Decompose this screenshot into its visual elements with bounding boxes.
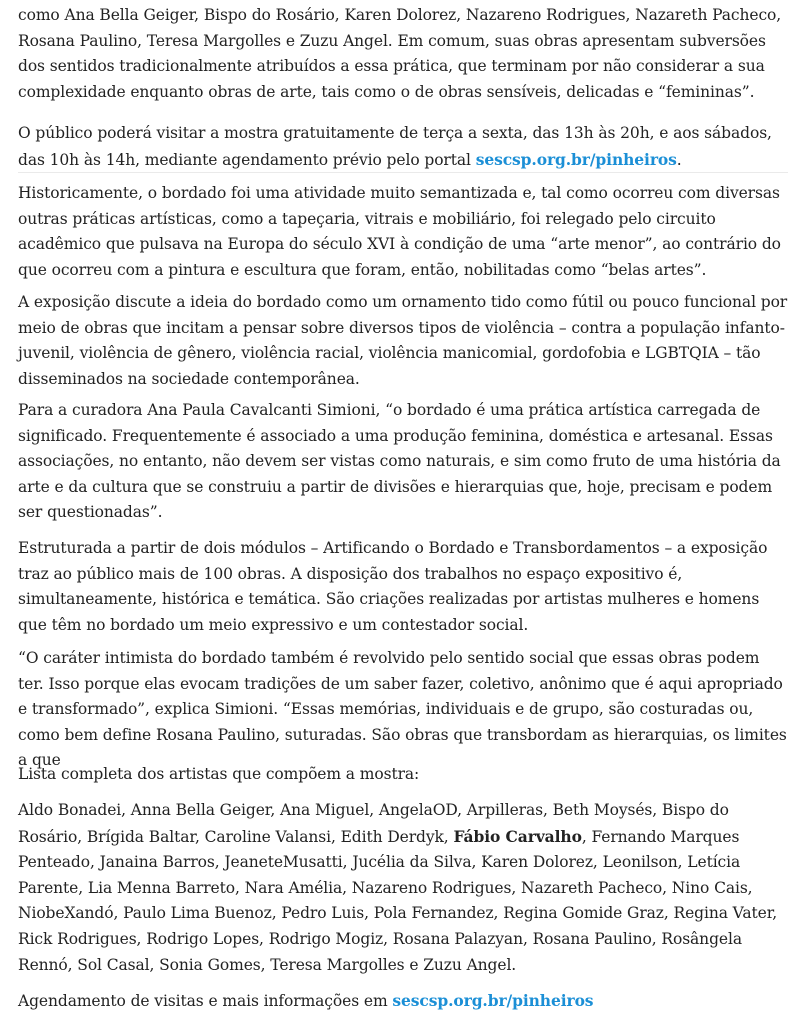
paragraph-curator-quote: Para a curadora Ana Paula Cavalcanti Simioni, “o bordado é uma prática artística carregada de significado. Frequentemente é associado a uma produção feminina, doméstica e artesanal. Essas associações, no entanto, não devem ser vistas como naturais, e sim como fruto de uma história da arte e da cultura que se construiu a partir de divisões e hierarquias que, hoje, precisam e podem ser questionadas”. xyxy=(18,401,781,522)
scheduling-text: Agendamento de visitas e mais informações em xyxy=(18,992,393,1010)
paragraph-exhibition-discussion: A exposição discute a ideia do bordado como um ornamento tido como fútil ou pouco funcional por meio de obras que incitam a pensar sobre diversos tipos de violência – contra a população infanto-juvenil, violência de gênero, violência racial, violência manicomial, gordofobia e LGBTQIA – tão disseminados na sociedade contemporânea. xyxy=(18,293,788,388)
paragraph-scheduling xyxy=(18,988,593,1015)
paragraph-history: Historicamente, o bordado foi uma atividade muito semantizada e, tal como ocorreu com diversas outras práticas artísticas, como a tapeçaria, vitrais e mobiliário, foi relegado pelo circuito acadêmico que pulsava na Europa do século XVI à condição de uma “arte menor”, ao contrário do que ocorreu com a pintura e escultura que foram, então, nobilitadas como “belas artes”. xyxy=(18,184,781,279)
paragraph-artists-intro: como Ana Bella Geiger, Bispo do Rosário, Karen Dolorez, Nazareno Rodrigues, Nazareth Pacheco, Rosana Paulino, Teresa Margolles e Zuzu Angel. Em comum, suas obras apresentam subversões dos sentidos tradicionalmente atribuídos a essa prática, que terminam por não considerar a sua complexidade enquanto obras de arte, tais como o de obras sensíveis, delicadas e “femininas”. xyxy=(18,6,782,101)
paragraph-visiting-hours xyxy=(18,121,788,173)
artist-name-highlighted: Fábio Carvalho xyxy=(453,826,582,846)
paragraph-simioni-quote: “O caráter intimista do bordado também é revolvido pelo sentido social que essas obras podem ter. Isso porque elas evocam tradições de um saber fazer, coletivo, anônimo que é aqui apropriado e transformado”, explica Simioni. “Essas memórias, individuais e de grupo, são costuradas ou, como bem define Rosana Paulino, suturadas. São obras que transbordam as hierarquias, os limites a que xyxy=(18,649,787,770)
artists-list-heading: Lista completa dos artistas que compõem a mostra: xyxy=(18,765,420,783)
visiting-hours-period: . xyxy=(676,150,682,169)
sesc-pinheiros-scheduling-link[interactable]: sescsp.org.br/pinheiros xyxy=(392,991,594,1010)
artists-list xyxy=(18,798,788,978)
artists-list-part-1: Aldo Bonadei, Anna Bella Geiger, Ana Miguel, AngelaOD, Arpilleras, Beth Moysés, Bispo do Rosário, Brígida Baltar, Caroline Valansi, Edith Derdyk, xyxy=(18,801,729,846)
paragraph-structure: Estruturada a partir de dois módulos – Artificando o Bordado e Transbordamentos – a exposição traz ao público mais de 100 obras. A disposição dos trabalhos no espaço expositivo é, simultaneamente, histórica e temática. São criações realizadas por artistas mulheres e homens que têm no bordado um meio expressivo e um contestador social. xyxy=(18,539,768,634)
artists-list-part-2: , Fernando Marques Penteado, Janaina Barros, JeaneteMusatti, Jucélia da Silva, Karen Dolorez, Leonilson, Letícia Parente, Lia Menna Barreto, Nara Amélia, Nazareno Rodrigues, Nazareth Pacheco, Nino Cais, NiobeXandó, Paulo Lima Buenoz, Pedro Luis, Pola Fernandez, Regina Gomide Graz, Regina Vater, Rick Rodrigues, Rodrigo Lopes, Rodrigo Mogiz, Rosana Palazyan, Rosana Paulino, Rosângela Rennó, Sol Casal, Sonia Gomes, Teresa Margolles e Zuzu Angel. xyxy=(18,827,778,974)
visiting-hours-text: O público poderá visitar a mostra gratuitamente de terça a sexta, das 13h às 20h, e aos sábados, das 10h às 14h, mediante agendamento prévio pelo portal xyxy=(18,124,772,169)
sesc-pinheiros-link[interactable]: sescsp.org.br/pinheiros xyxy=(475,149,677,169)
